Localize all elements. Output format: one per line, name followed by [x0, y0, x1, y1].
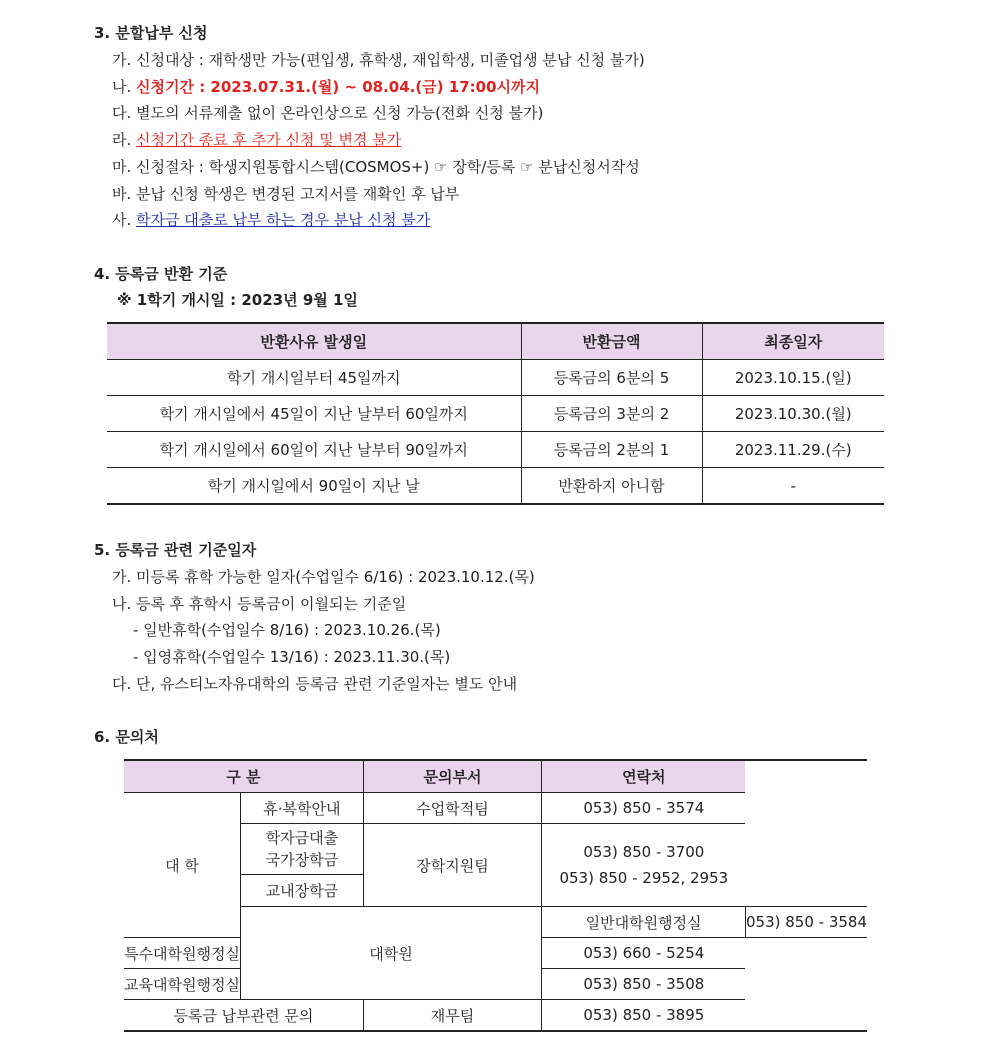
table-cell — [240, 824, 363, 875]
table-cell: 등록금의 6분의 5 — [521, 360, 702, 396]
scholarship-phone-1: 053) 850 - 3700 — [583, 843, 705, 861]
table-cell: 특수대학원행정실 — [124, 938, 240, 969]
table-row — [107, 396, 884, 432]
fee-inquiry-label: 등록금 납부관련 문의 — [124, 1000, 363, 1032]
table-row — [107, 468, 884, 505]
table-cell: 053) 850 - 3895 — [542, 1000, 746, 1032]
table-row — [124, 1000, 867, 1032]
semester-start-note: ※ 1학기 개시일 : 2023년 9월 1일 — [117, 291, 358, 309]
section-6-title: 6. 문의처 — [94, 728, 159, 746]
table-cell: 학기 개시일부터 45일까지 — [107, 360, 521, 396]
column-header: 구 분 — [124, 760, 363, 793]
section-3-item-c: 다. 별도의 서류제출 없이 온라인상으로 신청 가능(전화 신청 불가) — [112, 104, 544, 122]
table-cell: 교내장학금 — [240, 875, 363, 907]
scholarship-phone-2: 053) 850 - 2952, 2953 — [559, 869, 729, 887]
item-d-prefix: 라. — [112, 131, 137, 149]
section-3-item-a: 가. 신청대상 : 재학생만 가능(편입생, 휴학생, 재입학생, 미졸업생 분납 신청 불가) — [112, 51, 645, 69]
university-label: 대 학 — [124, 793, 240, 938]
column-header: 연락처 — [542, 760, 746, 793]
section-4-title: 4. 등록금 반환 기준 — [94, 265, 228, 283]
table-cell: - — [702, 468, 884, 505]
refund-table — [107, 322, 884, 505]
section-3-item-b — [112, 77, 540, 97]
table-cell: 장학지원팀 — [363, 824, 541, 907]
section-3-title: 3. 분할납부 신청 — [94, 24, 208, 42]
national-scholarship-label: 국가장학금 — [265, 851, 339, 869]
table-cell: 053) 660 - 5254 — [542, 938, 746, 969]
section-3-item-e: 마. 신청절차 : 학생지원통합시스템(COSMOS+) ☞ 장학/등록 ☞ 분납신청서작성 — [112, 158, 640, 176]
section-5-item-a: 가. 미등록 휴학 가능한 일자(수업일수 6/16) : 2023.10.12.(목) — [112, 568, 535, 586]
table-cell: 학기 개시일에서 90일이 지난 날 — [107, 468, 521, 505]
table-cell: 수업학적팀 — [363, 793, 541, 824]
table-cell: 교육대학원행정실 — [124, 969, 240, 1000]
table-cell: 반환하지 아니함 — [521, 468, 702, 505]
table-cell: 학기 개시일에서 60일이 지난 날부터 90일까지 — [107, 432, 521, 468]
table-cell: 등록금의 3분의 2 — [521, 396, 702, 432]
table-cell: 2023.10.30.(월) — [702, 396, 884, 432]
section-5-title: 5. 등록금 관련 기준일자 — [94, 541, 257, 559]
table-row — [124, 793, 867, 824]
contact-table — [124, 759, 867, 1032]
table-header-row — [124, 760, 867, 793]
application-period: 신청기간 : 2023.07.31.(월) ~ 08.04.(금) 17:00시까지 — [136, 78, 541, 96]
section-5-item-c: 다. 단, 유스티노자유대학의 등록금 관련 기준일자는 별도 안내 — [112, 675, 518, 693]
section-3-item-g — [112, 210, 430, 230]
table-row — [107, 432, 884, 468]
section-3-item-f: 바. 분납 신청 학생은 변경된 고지서를 재확인 후 납부 — [112, 185, 460, 203]
column-header: 최종일자 — [702, 323, 884, 360]
graduate-school-label: 대학원 — [240, 907, 541, 1000]
table-cell — [542, 824, 746, 907]
table-cell: 2023.11.29.(수) — [702, 432, 884, 468]
table-cell: 등록금의 2분의 1 — [521, 432, 702, 468]
table-cell: 053) 850 - 3508 — [542, 969, 746, 1000]
table-cell: 학기 개시일에서 45일이 지난 날부터 60일까지 — [107, 396, 521, 432]
table-cell: 일반대학원행정실 — [542, 907, 746, 938]
item-g-prefix: 사. — [112, 211, 137, 229]
section-5-sub-military: - 입영휴학(수업일수 13/16) : 2023.11.30.(목) — [133, 648, 451, 666]
column-header: 문의부서 — [363, 760, 541, 793]
loan-notice: 학자금 대출로 납부 하는 경우 분납 신청 불가 — [136, 211, 431, 229]
column-header: 반환사유 발생일 — [107, 323, 521, 360]
table-row — [107, 360, 884, 396]
section-5-item-b: 나. 등록 후 휴학시 등록금이 이월되는 기준일 — [112, 595, 407, 613]
table-header-row — [107, 323, 884, 360]
table-cell: 053) 850 - 3574 — [542, 793, 746, 824]
loan-label: 학자금대출 — [265, 829, 339, 847]
section-5-sub-general: - 일반휴학(수업일수 8/16) : 2023.10.26.(목) — [133, 621, 441, 639]
table-cell: 053) 850 - 3584 — [745, 907, 867, 938]
item-b-prefix: 나. — [112, 78, 137, 96]
section-3-item-d — [112, 130, 401, 150]
table-cell: 휴·복학안내 — [240, 793, 363, 824]
table-cell: 2023.10.15.(일) — [702, 360, 884, 396]
column-header: 반환금액 — [521, 323, 702, 360]
no-change-notice: 신청기간 종료 후 추가 신청 및 변경 불가 — [136, 131, 402, 149]
table-cell: 재무팀 — [363, 1000, 541, 1032]
